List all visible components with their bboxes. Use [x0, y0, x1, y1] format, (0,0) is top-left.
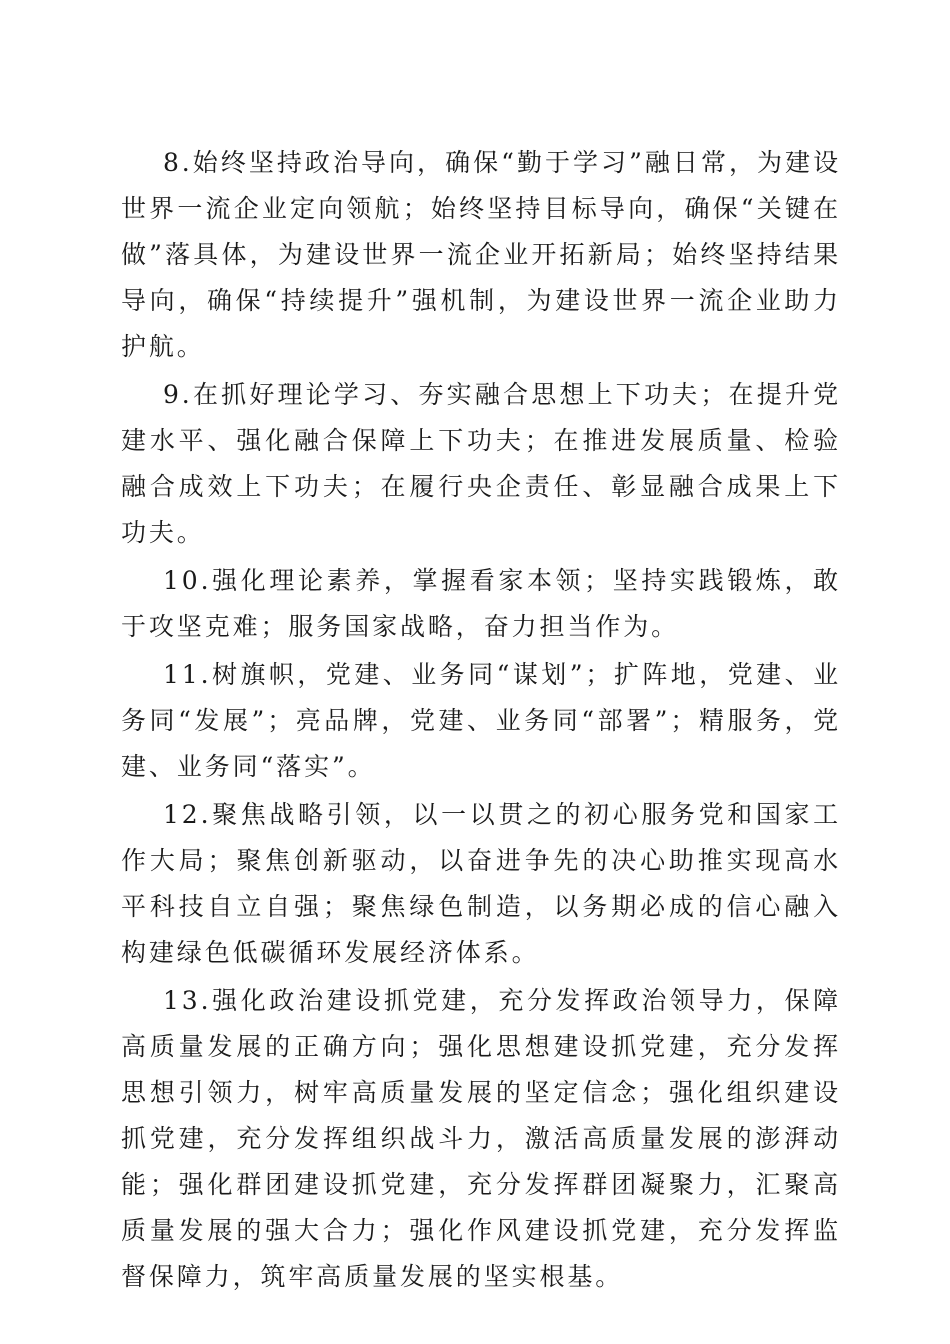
paragraph-13 — [121, 978, 841, 1300]
paragraph-11 — [121, 652, 841, 790]
paragraph-text: 强化政治建设抓党建，充分发挥政治领导力，保障高质量发展的正确方向；强化思想建设抓党建，充分发挥思想引领力，树牢高质量发展的坚定信念；强化组织建设抓党建，充分发挥组织战斗力，激活高质量发展的澎湃动能；强化群团建设抓党建，充分发挥群团凝聚力，汇聚高质量发展的强大合力；强化作风建设抓党建，充分发挥监督保障力，筑牢高质量发展的坚实根基。 — [121, 986, 841, 1291]
paragraph-8 — [121, 140, 841, 370]
paragraph-text: 树旗帜，党建、业务同“谋划”；扩阵地，党建、业务同“发展”；亮品牌，党建、业务同“部署”；精服务，党建、业务同“落实”。 — [121, 660, 841, 781]
paragraph-text: 在抓好理论学习、夯实融合思想上下功夫；在提升党建水平、强化融合保障上下功夫；在推进发展质量、检验融合成效上下功夫；在履行央企责任、彰显融合成果上下功夫。 — [121, 380, 841, 547]
paragraph-text: 强化理论素养，掌握看家本领；坚持实践锻炼，敢于攻坚克难；服务国家战略，奋力担当作为。 — [121, 566, 841, 641]
paragraph-9 — [121, 372, 841, 556]
paragraph-text: 始终坚持政治导向，确保“勤于学习”融日常，为建设世界一流企业定向领航；始终坚持目标导向，确保“关键在做”落具体，为建设世界一流企业开拓新局；始终坚持结果导向，确保“持续提升”强机制，为建设世界一流企业助力护航。 — [121, 148, 841, 361]
paragraph-number: 9. — [163, 380, 193, 409]
paragraph-10 — [121, 558, 841, 650]
paragraph-text: 聚焦战略引领，以一以贯之的初心服务党和国家工作大局；聚焦创新驱动，以奋进争先的决心助推实现高水平科技自立自强；聚焦绿色制造，以务期必成的信心融入构建绿色低碳循环发展经济体系。 — [121, 800, 841, 967]
paragraph-12 — [121, 792, 841, 976]
paragraph-number: 11. — [163, 660, 212, 689]
paragraph-number: 13. — [163, 986, 212, 1015]
paragraph-number: 8. — [163, 148, 193, 177]
document-page — [121, 140, 841, 1300]
paragraph-number: 10. — [163, 566, 212, 595]
paragraph-number: 12. — [163, 800, 212, 829]
